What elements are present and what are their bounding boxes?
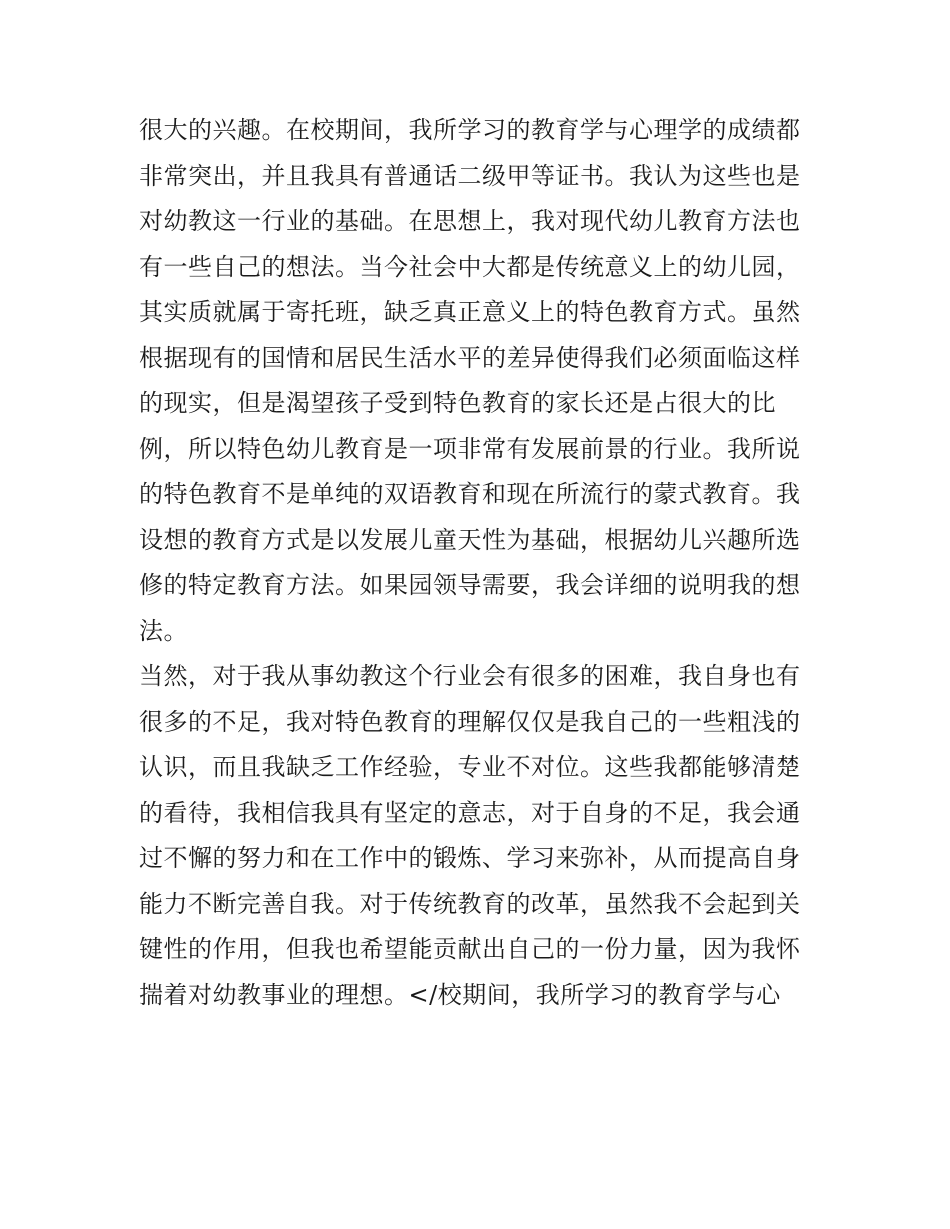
text-line: 认识，而且我缺乏工作经验，专业不对位。这些我都能够清楚: [139, 753, 801, 781]
text-line: 能力不断完善自我。对于传统教育的改革，虽然我不会起到关: [139, 889, 801, 918]
text-line: 的看待，我相信我具有坚定的意志，对于自身的不足，我会通: [139, 798, 801, 827]
text-line: 根据现有的国情和居民生活水平的差异使得我们必须面临这样: [139, 343, 801, 372]
text-line: 修的特定教育方法。如果园领导需要，我会详细的说明我的想: [139, 571, 801, 599]
text-line: 键性的作用，但我也希望能贡献出自己的一份力量，因为我怀: [139, 935, 801, 963]
text-line: 过不懈的努力和在工作中的锻炼、学习来弥补，从而提高自身: [139, 844, 801, 872]
text-line: 很大的兴趣。在校期间，我所学习的教育学与心理学的成绩都: [139, 116, 801, 144]
text-line: 的现实，但是渴望孩子受到特色教育的家长还是占很大的比: [139, 389, 776, 417]
text-line: 很多的不足，我对特色教育的理解仅仅是我自己的一些粗浅的: [139, 707, 801, 736]
body-text: [139, 108, 829, 1018]
text-line: 设想的教育方式是以发展儿童天性为基础，根据幼儿兴趣所选: [139, 525, 801, 554]
text-line: 对幼教这一行业的基础。在思想上，我对现代幼儿教育方法也: [139, 207, 801, 235]
text-line: 当然，对于我从事幼教这个行业会有很多的困难，我自身也有: [139, 662, 801, 690]
text-line: 非常突出，并且我具有普通话二级甲等证书。我认为这些也是: [139, 161, 801, 190]
text-line: 的特色教育不是单纯的双语教育和现在所流行的蒙式教育。我: [139, 480, 801, 508]
text-line: 例，所以特色幼儿教育是一项非常有发展前景的行业。我所说: [139, 434, 801, 463]
text-line: 法。: [139, 616, 188, 645]
text-line: 其实质就属于寄托班，缺乏真正意义上的特色教育方式。虽然: [139, 298, 801, 326]
text-line: 揣着对幼教事业的理想。</校期间，我所学习的教育学与心: [139, 980, 781, 1009]
text-line: 有一些自己的想法。当今社会中大都是传统意义上的幼儿园，: [139, 252, 801, 281]
